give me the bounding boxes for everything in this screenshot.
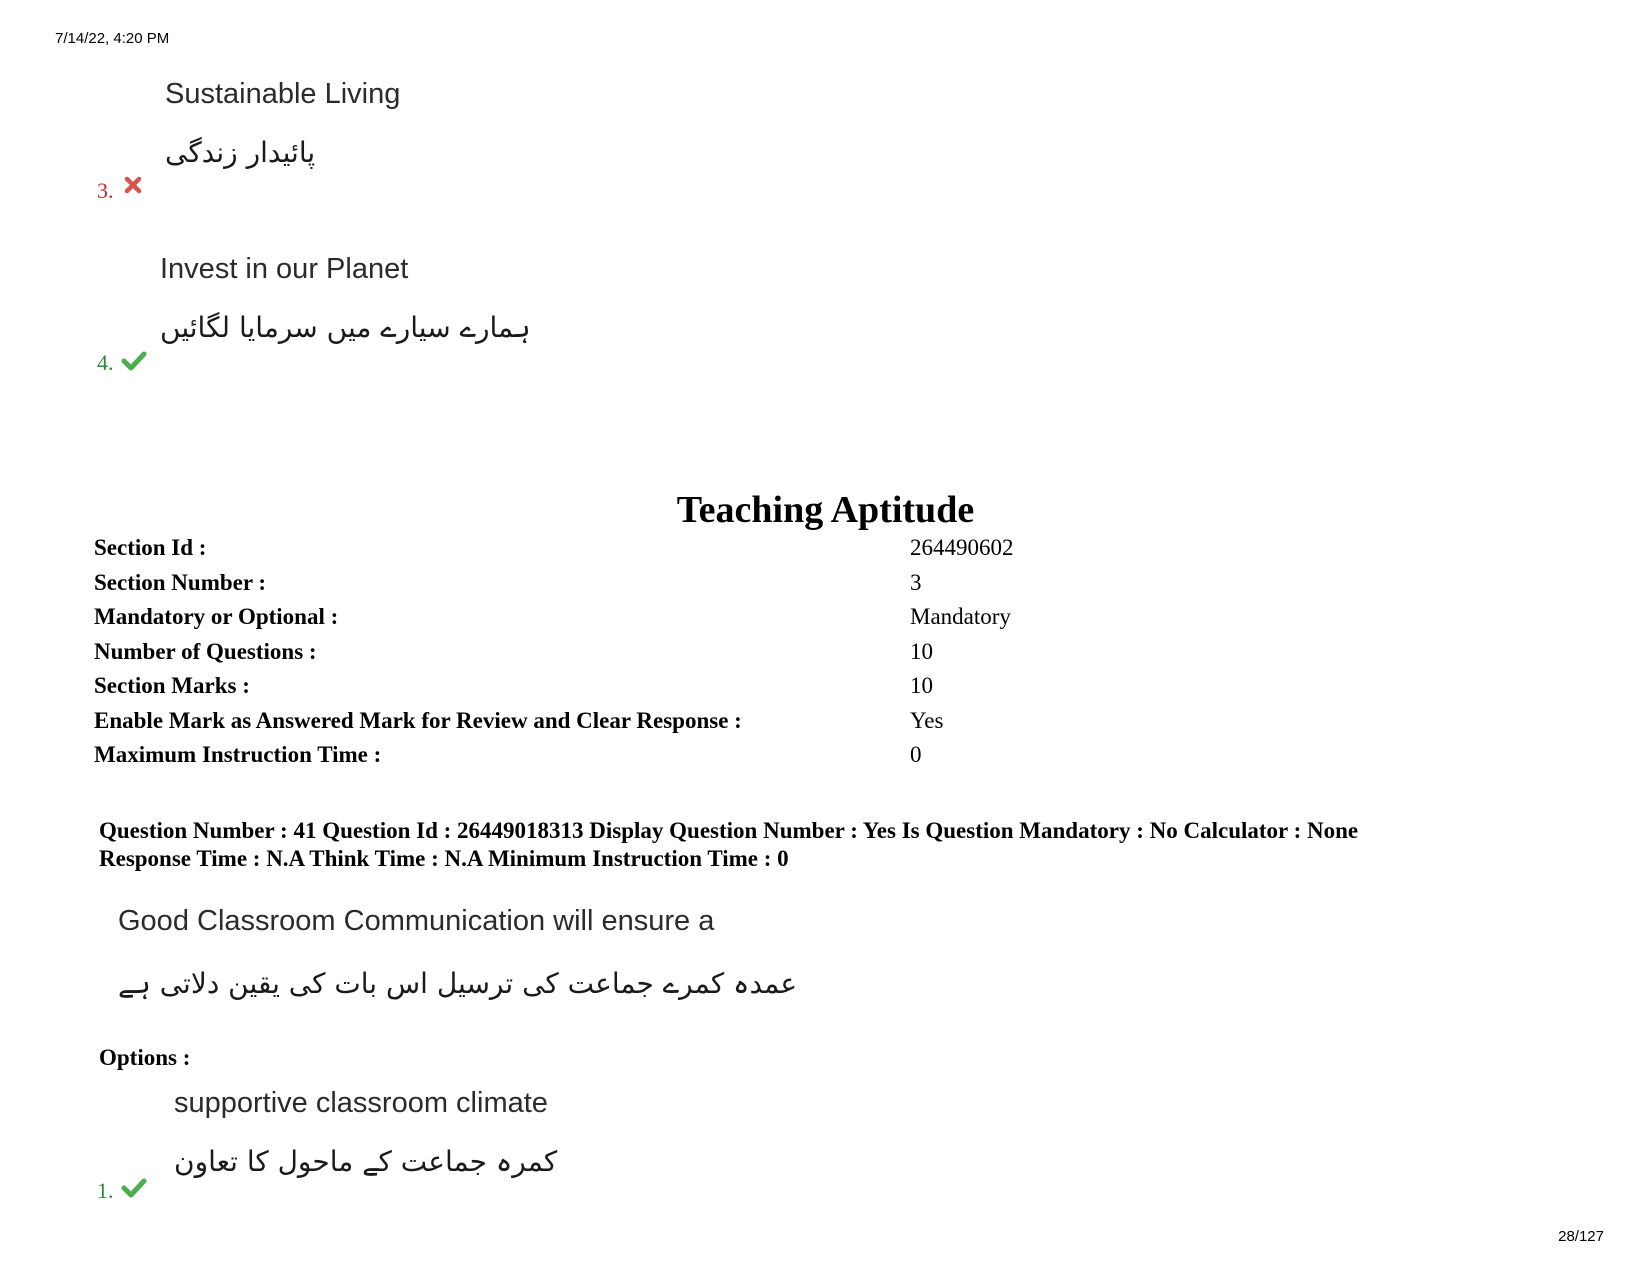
info-value: 0 — [910, 742, 922, 767]
option-number: 1. — [97, 1178, 114, 1203]
option-text-en: Sustainable Living — [165, 78, 401, 110]
info-row — [94, 570, 1194, 605]
info-label: Section Id : — [94, 535, 207, 560]
info-value: Yes — [910, 707, 944, 733]
info-label: Mandatory or Optional : — [94, 604, 339, 629]
info-value: Mandatory — [910, 604, 1011, 629]
question-text-en: Good Classroom Communication will ensure a — [118, 905, 715, 937]
section-title: Teaching Aptitude — [676, 489, 975, 531]
info-row — [94, 673, 1194, 708]
info-row — [94, 535, 1194, 570]
info-label: Section Marks : — [94, 673, 250, 698]
info-label: Section Number : — [94, 569, 267, 595]
option-number: 4. — [97, 350, 114, 375]
question-meta — [99, 817, 1599, 873]
question-meta-line: Response Time : N.A Think Time : N.A Minimum Instruction Time : 0 — [99, 846, 789, 871]
info-value: 264490602 — [910, 535, 1014, 560]
info-value: 10 — [910, 673, 933, 698]
info-row — [94, 708, 1194, 743]
question-text-ur: عمدہ کمرے جماعت کی ترسیل اس بات کی یقین دلاتی ہے — [118, 967, 798, 1000]
info-value: 10 — [910, 638, 933, 664]
info-row — [94, 604, 1194, 639]
page-timestamp: 7/14/22, 4:20 PM — [55, 30, 170, 47]
section-info-table — [94, 535, 1194, 777]
cross-icon — [124, 176, 142, 199]
info-label: Maximum Instruction Time : — [94, 742, 382, 767]
options-label: Options : — [99, 1045, 191, 1070]
info-label: Enable Mark as Answered Mark for Review and Clear Response : — [94, 707, 742, 733]
option-text-ur: پائیدار زندگی — [165, 136, 316, 169]
option-text-ur: ہمارے سیارے میں سرمایا لگائیں — [160, 311, 531, 344]
info-label: Number of Questions : — [94, 638, 317, 664]
option-number: 3. — [97, 178, 114, 203]
check-icon — [121, 351, 147, 376]
option-text-en: supportive classroom climate — [174, 1087, 548, 1119]
option-text-ur: کمرہ جماعت کے ماحول کا تعاون — [174, 1145, 558, 1178]
question-meta-line: Question Number : 41 Question Id : 26449018313 Display Question Number : Yes Is Question Mandatory : No Calculator : None — [99, 818, 1359, 843]
page-number: 28/127 — [1558, 1228, 1604, 1245]
info-row — [94, 742, 1194, 777]
info-value: 3 — [910, 569, 922, 595]
info-row — [94, 639, 1194, 674]
check-icon — [121, 1178, 147, 1203]
option-text-en: Invest in our Planet — [160, 253, 409, 285]
